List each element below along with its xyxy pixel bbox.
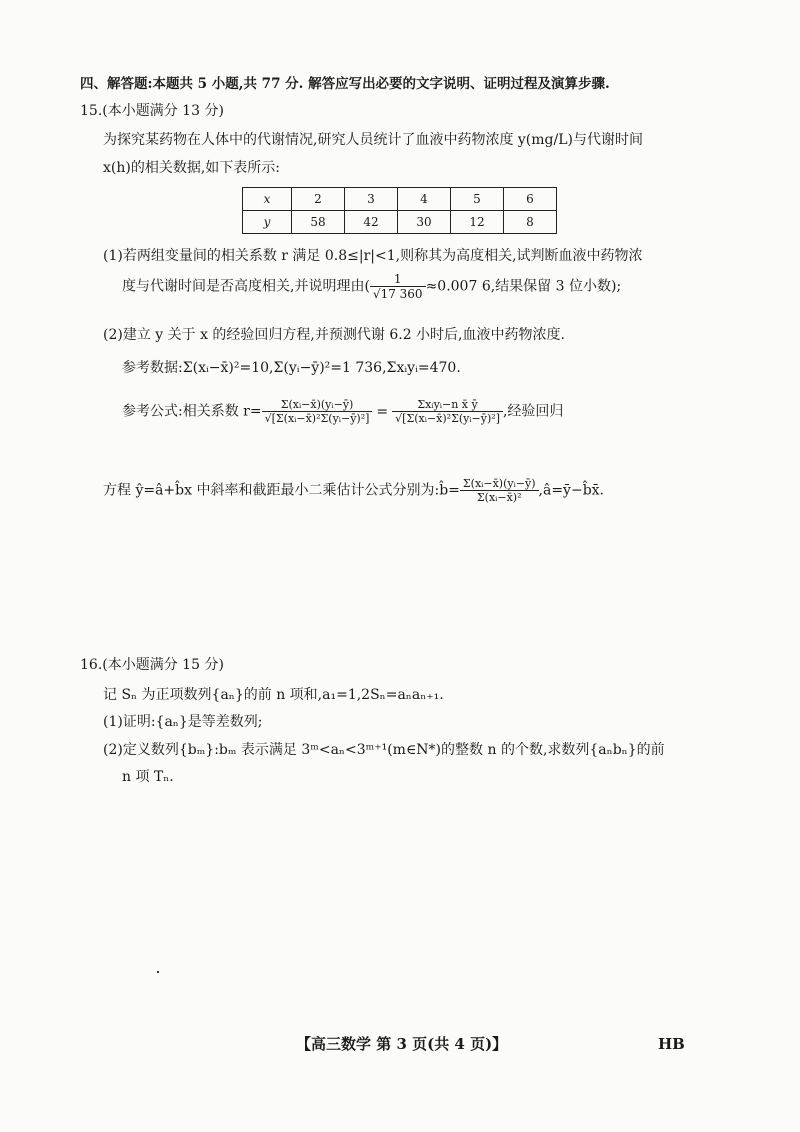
table-cell: 42 bbox=[345, 211, 398, 234]
table-cell: 6 bbox=[504, 188, 557, 211]
fraction-numerator: 1 bbox=[370, 272, 426, 287]
table-cell: 30 bbox=[398, 211, 451, 234]
q16-part1: (1)证明:{aₙ}是等差数列; bbox=[103, 714, 263, 730]
table-cell: 4 bbox=[398, 188, 451, 211]
r-fraction-2 bbox=[392, 398, 503, 425]
table-cell: 12 bbox=[451, 211, 504, 234]
table-cell: 2 bbox=[292, 188, 345, 211]
b-denominator: Σ(xᵢ−x̄)² bbox=[476, 491, 522, 504]
b-fraction bbox=[460, 477, 539, 504]
q15-part1-line1: (1)若两组变量间的相关系数 r 满足 0.8≤|r|<1,则称其为高度相关,试判断血液中药物浓 bbox=[103, 248, 643, 264]
q15-intro-line1: 为探究某药物在人体中的代谢情况,研究人员统计了血液中药物浓度 y(mg/L)与代谢时间 bbox=[103, 132, 643, 148]
footer-page-info: 【高三数学 第 3 页(共 4 页)】 bbox=[296, 1035, 508, 1053]
data-table bbox=[242, 187, 557, 234]
table-row-y bbox=[243, 211, 557, 234]
footer-code: HB bbox=[658, 1035, 685, 1053]
fraction-denominator: √17 360 bbox=[372, 287, 423, 301]
eq-tail: ,â=ȳ−b̂x̄. bbox=[538, 482, 605, 499]
ref-formula-tail: ,经验回归 bbox=[502, 403, 564, 420]
r-denominator-1: √[Σ(xᵢ−x̄)²Σ(yᵢ−ȳ)²] bbox=[264, 412, 370, 425]
correlation-formula bbox=[122, 398, 563, 425]
section-header: 四、解答题:本题共 5 小题,共 77 分. 解答应写出必要的文字说明、证明过程及演算步骤. bbox=[80, 76, 610, 92]
q16-part2-line2: n 项 Tₙ. bbox=[122, 769, 174, 785]
regression-formula bbox=[103, 477, 604, 504]
r-denominator-2: √[Σ(xᵢ−x̄)²Σ(yᵢ−ȳ)²] bbox=[395, 412, 500, 425]
ref-formula-label: 参考公式:相关系数 r= bbox=[122, 403, 262, 420]
table-cell: 3 bbox=[345, 188, 398, 211]
table-cell: 8 bbox=[504, 211, 557, 234]
q16-title: 16.(本小题满分 15 分) bbox=[80, 657, 224, 673]
q16-line1: 记 Sₙ 为正项数列{aₙ}的前 n 项和,a₁=1,2Sₙ=aₙaₙ₊₁. bbox=[103, 687, 444, 703]
part1-text-b: ≈0.007 6,结果保留 3 位小数); bbox=[425, 278, 622, 295]
table-cell-x-label: x bbox=[243, 188, 292, 211]
stray-dot bbox=[157, 971, 159, 973]
q16-part2-line1: (2)定义数列{bₘ}:bₘ 表示满足 3ᵐ<aₙ<3ᵐ⁺¹(m∈N*)的整数 n 的个数,求数列{aₙbₙ}的前 bbox=[103, 742, 665, 758]
table-row-x bbox=[243, 188, 557, 211]
part1-fraction bbox=[370, 272, 426, 301]
q15-part1-line2 bbox=[122, 272, 621, 301]
r-numerator-2: Σxᵢyᵢ−n x̄ ȳ bbox=[392, 398, 503, 412]
q15-part2: (2)建立 y 关于 x 的经验回归方程,并预测代谢 6.2 小时后,血液中药物浓度. bbox=[103, 327, 565, 343]
b-numerator: Σ(xᵢ−x̄)(yᵢ−ȳ) bbox=[460, 477, 539, 491]
r-fraction-1 bbox=[262, 398, 373, 425]
table-cell: 58 bbox=[292, 211, 345, 234]
table-cell: 5 bbox=[451, 188, 504, 211]
eq-label: 方程 ŷ=â+b̂x 中斜率和截距最小二乘估计公式分别为:b̂= bbox=[103, 482, 460, 499]
reference-data: 参考数据:Σ(xᵢ−x̄)²=10,Σ(yᵢ−ȳ)²=1 736,Σxᵢyᵢ=470. bbox=[122, 360, 461, 376]
r-numerator-1: Σ(xᵢ−x̄)(yᵢ−ȳ) bbox=[262, 398, 373, 412]
q15-intro-line2: x(h)的相关数据,如下表所示: bbox=[103, 160, 281, 176]
equals-sign: = bbox=[376, 403, 389, 420]
q15-title: 15.(本小题满分 13 分) bbox=[80, 103, 224, 119]
table-cell-y-label: y bbox=[243, 211, 292, 234]
part1-text-a: 度与代谢时间是否高度相关,并说明理由( bbox=[122, 278, 370, 295]
